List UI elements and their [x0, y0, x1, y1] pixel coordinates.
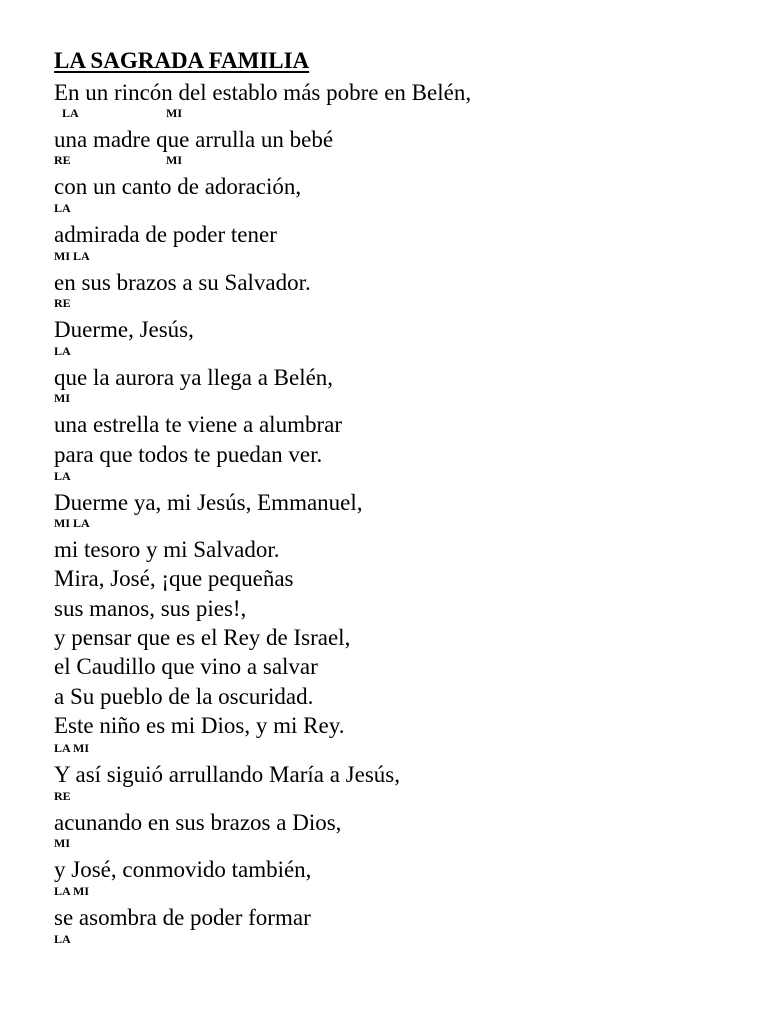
lyric-line: sus manos, sus pies!,	[54, 596, 247, 621]
lyric-line: Duerme ya, mi Jesús, Emmanuel,	[54, 490, 363, 515]
chord-line: LA	[54, 201, 71, 215]
chord-line: MI LA	[54, 516, 90, 530]
chord: MI	[166, 153, 182, 167]
chord-line: MI	[54, 836, 70, 850]
chord-line: MI LA	[54, 249, 90, 263]
lyric-line: admirada de poder tener	[54, 222, 277, 247]
chord: MI	[166, 106, 182, 120]
chord-line: LA MI	[54, 884, 90, 898]
chord-line: LA MI	[54, 741, 90, 755]
chord-line: RE	[54, 789, 71, 803]
lyric-line: el Caudillo que vino a salvar	[54, 654, 318, 679]
lyric-line: con un canto de adoración,	[54, 174, 302, 199]
lyric-line: Y así siguió arrullando María a Jesús,	[54, 762, 400, 787]
lyric-line: en sus brazos a su Salvador.	[54, 270, 311, 295]
song-title: LA SAGRADA FAMILIA	[54, 48, 310, 73]
chord-line: MI	[54, 391, 70, 405]
lyric-line: Duerme, Jesús,	[54, 317, 194, 342]
lyric-line: acunando en sus brazos a Dios,	[54, 810, 342, 835]
chord-line: RE	[54, 296, 71, 310]
lyric-line: una madre que arrulla un bebé	[54, 127, 334, 152]
chord: LA	[62, 106, 79, 120]
lyric-line: En un rincón del establo más pobre en Belén,	[54, 80, 472, 105]
chord-line: LA	[54, 932, 71, 946]
chord-line: LA	[54, 344, 71, 358]
lyric-line: Este niño es mi Dios, y mi Rey.	[54, 713, 345, 738]
lyric-line: y pensar que es el Rey de Israel,	[54, 625, 351, 650]
lyric-line: a Su pueblo de la oscuridad.	[54, 684, 314, 709]
lyric-line: una estrella te viene a alumbrar	[54, 412, 342, 437]
lyric-line: para que todos te puedan ver.	[54, 442, 323, 467]
lyric-line: mi tesoro y mi Salvador.	[54, 537, 280, 562]
lyric-line: y José, conmovido también,	[54, 857, 312, 882]
lyric-line: que la aurora ya llega a Belén,	[54, 365, 334, 390]
chord: RE	[54, 153, 71, 167]
chord-line: LA	[54, 469, 71, 483]
lyric-line: Mira, José, ¡que pequeñas	[54, 566, 294, 591]
lyric-line: se asombra de poder formar	[54, 905, 311, 930]
